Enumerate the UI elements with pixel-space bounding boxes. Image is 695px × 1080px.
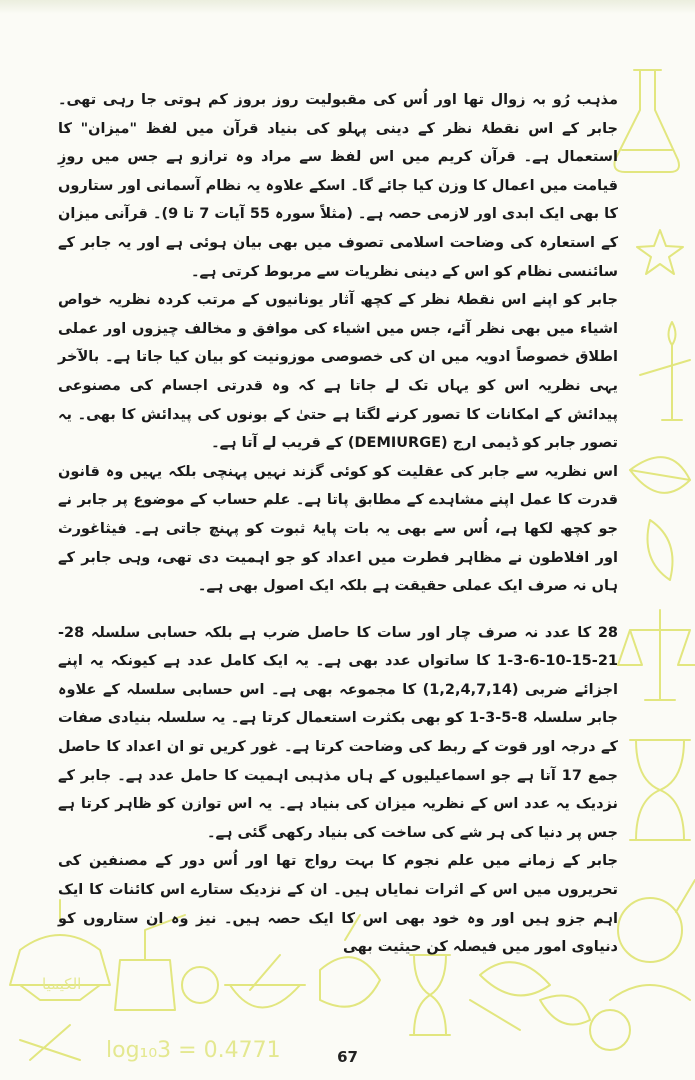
candle-icon (640, 322, 690, 420)
mortar-icon (225, 955, 305, 1008)
paragraph: 28 کا عدد نہ صرف چار اور سات کا حاصل ضرب ہے بلکہ حسابی سلسلہ 28-21-15-10-6-3-1 کا ساتواں عدد بھی ہے۔ یہ ایک کامل عدد ہے کیونکہ یہ اپنے اجزائے ضربی (1,2,4,7,14) کا مجموعہ بھی ہے۔ اس حسابی سلسلہ کے علاوہ جابر سلسلہ 8-5-3-1 کو بھی بکثرت استعمال کرتا ہے۔ یہ سلسلہ بنیادی صفات کے درجہ اور قوت کے ربط کی وضاحت کرتا ہے۔ غور کریں تو ان اعداد کا حاصل جمع 17 آتا ہے جو اسماعیلیوں کے ہاں مذہبی اہمیت کا حامل عدد ہے۔ جابر کے نزدیک یہ عدد اس کے نظریہ میزان کی بنیاد ہے۔ یہ اس توازن کو ظاہر کرتا ہے جس پر دنیا کی ہر شے کی ساخت کی بنیاد رکھی گئی ہے۔ (58, 624, 619, 841)
scale-icon (618, 610, 695, 700)
star-icon (637, 230, 683, 274)
margin-caption: الکیمیا (42, 975, 82, 993)
hourglass-icon (410, 955, 450, 1035)
body-text (58, 86, 618, 962)
paragraph: مذہب رُو بہ زوال تھا اور اُس کی مقبولیت روز بروز کم ہوتی جا رہی تھی۔ جابر کے اس نقطۂ نظر کے دینی پہلو کی بنیاد قرآن میں لفظ "میزان" کا استعمال ہے۔ قرآن کریم میں اس لفظ سے مراد وہ ترازو ہے جس میں روزِ قیامت میں اعمال کا وزن کیا جائے گا۔ اسکے علاوہ یہ نظام آسمانی اور ستاروں کا بھی ایک ابدی اور لازمی حصہ ہے۔ (مثلاً سورہ 55 آیات 7 تا 9)۔ قرآنی میزان کے استعارہ کی وضاحت اسلامی تصوف میں بھی بیان ہوئی ہے اور یہ جابر کے سائنسی نظام کو اس کے دینی نظریات سے مربوط کرتی ہے۔ (58, 92, 618, 280)
paragraph: جابر کو اپنے اس نقطۂ نظر کے کچھ آثار یونانیوں کے مرتب کردہ نظریہ خواص اشیاء میں بھی نظر آئے، جس میں اشیاء کی موافق و مخالف چیزوں اور عملی اطلاق خصوصاً ادویہ میں ان کی خصوصی موزونیت کو بیان کیا جاتا ہے۔ بالآخر یہی نظریہ اس کو یہاں تک لے جاتا ہے کہ وہ قدرتی اجسام کی مصنوعی پیدائش کے امکانات کا تصور کرنے لگتا ہے حتیٰ کے بونوں کی پیدائش کا بھی۔ یہ تصور جابر کو ڈیمی ارج (DEMIURGE) کے قریب لے آتا ہے۔ (58, 292, 618, 452)
paragraph: اس نظریہ سے جابر کی عقلیت کو کوئی گزند نہیں پہنچی بلکہ یہیں وہ قانون قدرت کا عمل اپنے مشاہدے کے مطابق پاتا ہے۔ علم حساب کے موضوع پر جابر نے جو کچھ لکھا ہے، اُس سے بھی یہ بات پایۂ ثبوت کو پہنچ جاتی ہے۔ فیثاغورث اور افلاطون نے مظاہر فطرت میں اعداد کو جو اہمیت دی تھی، وہی جابر کے ہاں نہ صرف ایک عملی حقیقت ہے بلکہ ایک اصول بھی ہے۔ (58, 463, 618, 595)
leaf-icon (470, 962, 590, 1030)
flask-icon (614, 70, 679, 172)
scan-top-strip (0, 0, 695, 14)
margin-formula: log₁₀3 = 0.4771 (106, 1038, 281, 1063)
page-number: 67 (337, 1048, 358, 1066)
paragraph: جابر کے زمانے میں علم نجوم کا بہت رواج تھا اور اُس دور کے مصنفین کی تحریروں میں اس کے اثرات نمایاں ہیں۔ ان کے نزدیک ستارے اس کائنات کا ایک اہم جزو ہیں اور وہ خود بھی اس کا ایک حصہ ہیں۔ نیز وہ ان ستاروں کو دنیاوی امور میں فیصلہ کن حیثیت بھی (58, 853, 618, 956)
leaf-icon (630, 457, 690, 580)
hourglass-icon (630, 740, 690, 840)
